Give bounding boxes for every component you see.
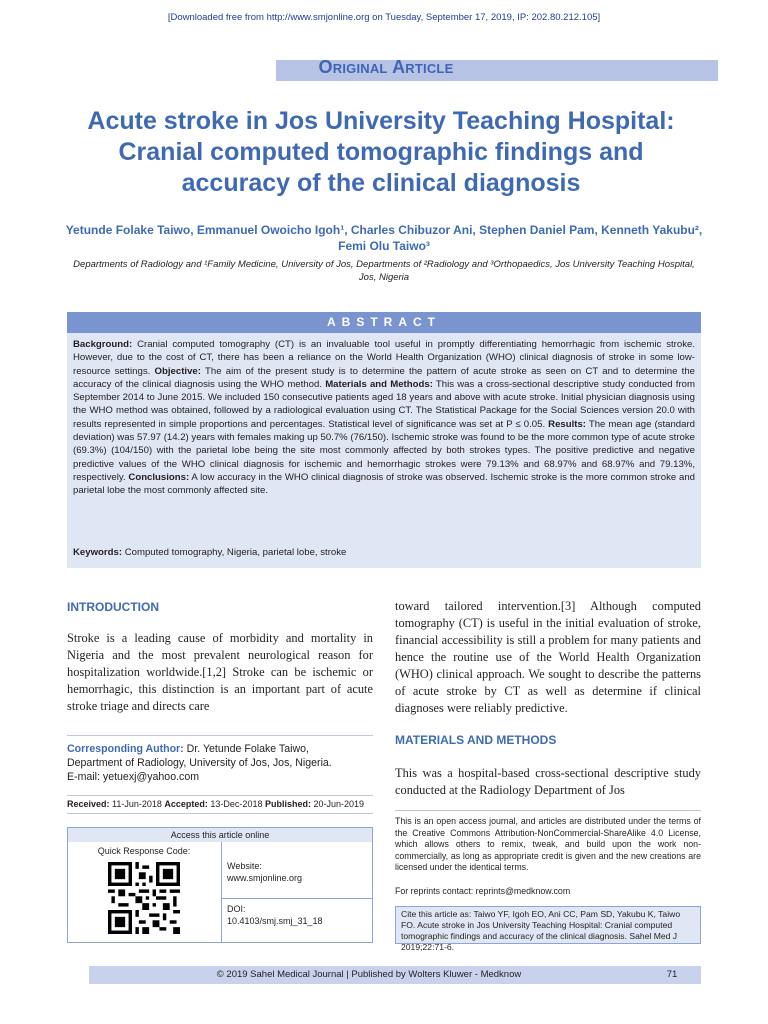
access-divider-vertical xyxy=(221,842,222,942)
corresponding-email: E-mail: yetuexj@yahoo.com xyxy=(67,771,200,783)
divider xyxy=(67,795,373,796)
accepted-date: 13-Dec-2018 xyxy=(207,799,265,809)
accepted-label: Accepted: xyxy=(164,799,208,809)
methods-heading: MATERIALS AND METHODS xyxy=(395,733,557,747)
published-date: 20-Jun-2019 xyxy=(310,799,365,809)
objective-label: Objective: xyxy=(154,365,201,377)
citation-box: Cite this article as: Taiwo YF, Igoh EO, Ani CC, Pam SD, Yakubu K, Taiwo FO. Acute stroke in Jos University Teaching Hospital: Cranial computed tomographic findings and accuracy of the clinical diagnosis. Sahel Med J 2019;22:71-6. xyxy=(395,906,701,944)
conclusions-label: Conclusions: xyxy=(128,471,190,483)
corresponding-dept: Department of Radiology, University of Jos, Jos, Nigeria. xyxy=(67,757,332,769)
access-header: Access this article online xyxy=(68,828,372,842)
conclusions-text: A low accuracy in the WHO clinical diagnosis of stroke was observed. Ischemic stroke is the more common stroke and parietal lobe the most commonly affected site. xyxy=(73,471,696,497)
divider xyxy=(395,810,701,811)
introduction-paragraph: Stroke is a leading cause of morbidity and mortality in Nigeria and the most prevalent neurological reason for hospitalization worldwide.[1,2] Stroke can be ischemic or hemorrhagic, this distinction is an important part of acute stroke triage and directs care xyxy=(67,631,373,713)
footer-copyright: © 2019 Sahel Medical Journal | Published by Wolters Kluwer - Medknow xyxy=(216,969,522,980)
background-label: Background: xyxy=(73,339,133,350)
results-text: The mean age (standard deviation) was 57.97 (14.2) years with females making up 50.7% (76/150). Ischemic stroke was found to be the more common type of acute stroke (69.3%) (104/150) with the parietal lobe being the site most commonly affected by both strokes types. The positive predictive and negative predictive values of the WHO clinical diagnosis for ischemic and hemorrhagic strokes were 79.13% and 68.97% and 68.97% and 79.13%, respectively. xyxy=(73,418,695,483)
doi-label: DOI: xyxy=(227,904,246,914)
author-list: Yetunde Folake Taiwo, Emmanuel Owoicho Igoh¹, Charles Chibuzor Ani, Stephen Daniel Pam, Kenneth Yakubu², Femi Olu Taiwo³ xyxy=(65,223,703,253)
qr-code-icon[interactable] xyxy=(108,862,180,934)
methods-text: This was a cross-sectional descriptive study conducted from September 2014 to June 2015. We included 150 consecutive patients aged 18 years and above with acute stroke. Initial physician diagnosis using the WHO method was obtained, followed by a radiological evaluation using CT. The Statistical Package for the Social Sciences version 20.0 with results represented in simple proportions and percentages. Statistical level of significance was set at P ≤ 0.05. xyxy=(73,378,695,430)
article-title: Acute stroke in Jos University Teaching Hospital: Cranial computed tomographic findings and accuracy of the clinical diagnosis xyxy=(87,107,675,197)
received-date: 11-Jun-2018 xyxy=(109,799,165,809)
download-notice: [Downloaded free from http://www.smjonline.org on Tuesday, September 17, 2019, IP: 202.80.212.105] xyxy=(167,12,601,23)
page-number: 71 xyxy=(666,969,678,980)
methods-paragraph: This was a hospital-based cross-sectional descriptive study conducted at the Radiology Department of Jos xyxy=(395,766,701,797)
methods-label: Materials and Methods: xyxy=(325,378,433,390)
affiliations: Departments of Radiology and ¹Family Medicine, University of Jos, Departments of ²Radiology and ³Orthopaedics, Jos University Teaching Hospital, Jos, Nigeria xyxy=(73,259,695,283)
website-link[interactable]: www.smjonline.org xyxy=(227,873,303,883)
divider xyxy=(67,735,373,736)
footer-notch xyxy=(67,966,89,984)
corresponding-label: Corresponding Author: xyxy=(67,743,184,755)
abstract-text xyxy=(73,338,695,498)
received-label: Received: xyxy=(67,799,110,809)
introduction-continuation: toward tailored intervention.[3] Although computed tomography (CT) is useful in the initial evaluation of stroke, financial accessibility is still a problem for many patients and hence the routine use of the World Health Organization (WHO) clinical approach. We sought to describe the patterns of acute stroke by CT as well as determine if clinical diagnoses were reliably predictive. xyxy=(395,599,701,715)
keywords-label: Keywords: xyxy=(73,547,123,558)
qr-label: Quick Response Code: xyxy=(97,846,191,856)
background-text: Cranial computed tomography (CT) is an invaluable tool useful in promptly differentiating hemorrhagic from ischemic stroke. However, due to the cost of CT, there has been a reliance on the World Health Organization (WHO) clinical diagnosis of stroke in some low-resource settings. xyxy=(73,339,695,377)
corresponding-name: Dr. Yetunde Folake Taiwo, xyxy=(183,743,309,755)
license-notice: This is an open access journal, and articles are distributed under the terms of the Creative Commons Attribution-NonCommercial-ShareAlike 4.0 License, which allows others to remix, tweak, and build upon the work non-commercially, as long as appropriate credit is given and the new creations are licensed under the identical terms. xyxy=(395,816,701,873)
website-label: Website: xyxy=(227,861,262,871)
abstract-heading: ABSTRACT xyxy=(67,312,701,333)
keywords-text: Computed tomography, Nigeria, parietal lobe, stroke xyxy=(122,547,347,558)
article-type-label: Original Article xyxy=(318,57,454,77)
website-block xyxy=(227,860,302,884)
access-divider-horizontal xyxy=(222,898,372,899)
keywords xyxy=(73,547,695,558)
introduction-heading: INTRODUCTION xyxy=(67,600,159,614)
objective-text: The aim of the present study is to determine the pattern of acute stroke as seen on CT and to determine the accuracy of the clinical diagnosis using the WHO method. xyxy=(73,365,695,390)
doi-block xyxy=(227,903,323,927)
reprints-contact: For reprints contact: reprints@medknow.com xyxy=(395,886,571,896)
corresponding-author xyxy=(67,742,373,784)
divider xyxy=(67,813,373,814)
doi-value[interactable]: 10.4103/smj.smj_31_18 xyxy=(227,916,323,926)
results-label: Results: xyxy=(548,418,586,430)
published-label: Published: xyxy=(264,799,311,809)
article-dates xyxy=(67,799,373,809)
